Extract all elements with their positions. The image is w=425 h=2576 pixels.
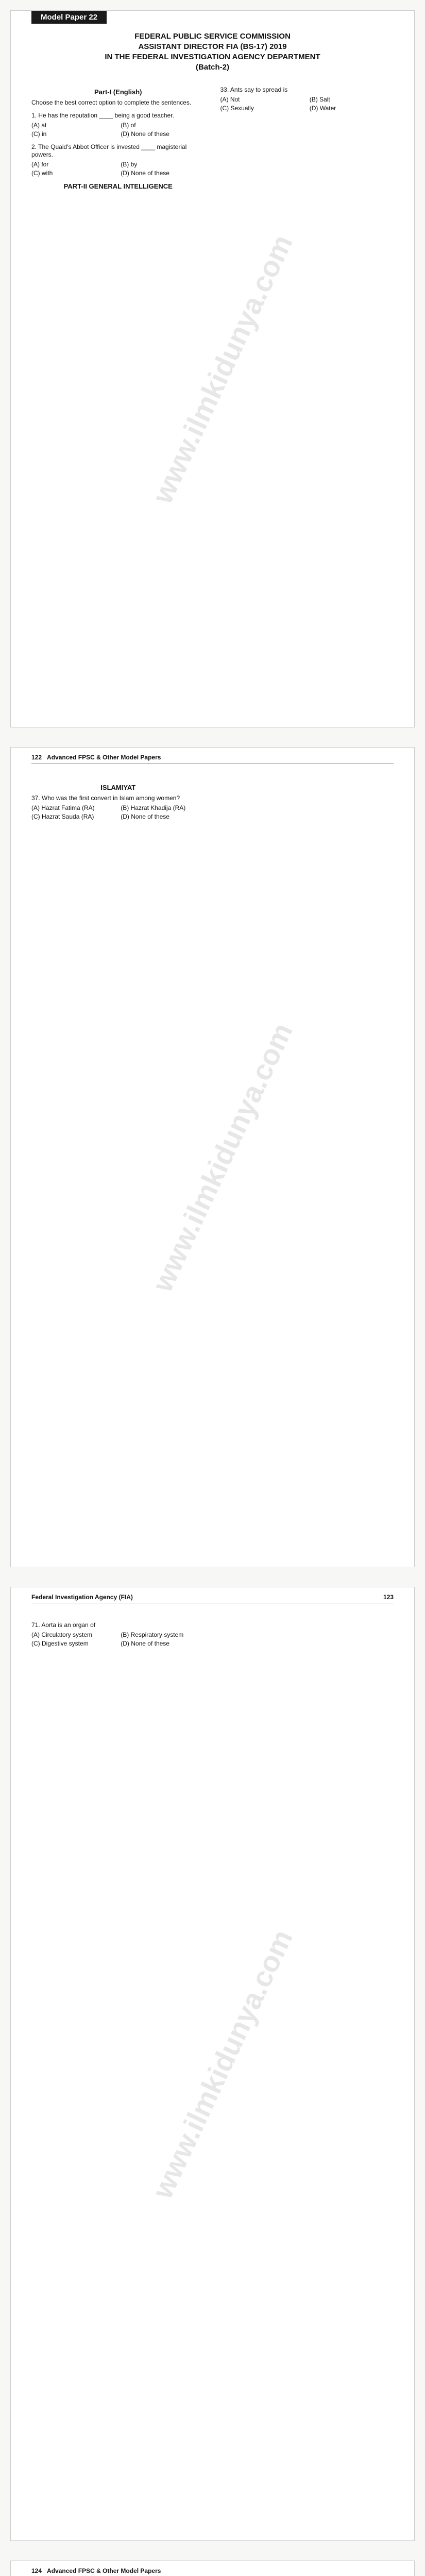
page-number: 124	[31, 2567, 42, 2574]
option-c: (C) with	[31, 170, 53, 177]
paper-header	[31, 31, 394, 73]
right-column	[220, 83, 394, 193]
header-line-1: FEDERAL PUBLIC SERVICE COMMISSION	[134, 32, 291, 41]
instruction: Choose the best correct option to complete the sentences.	[31, 99, 192, 106]
page-number: 123	[383, 1594, 394, 1601]
left-column	[31, 1618, 205, 1653]
option-b: (B) Hazrat Khadija (RA)	[121, 804, 186, 811]
option-a: (A) Hazrat Fatima (RA)	[31, 804, 95, 811]
option-c: (C) in	[31, 130, 47, 138]
columns	[31, 778, 394, 826]
option-d: (D) None of these	[121, 1640, 169, 1647]
question-text: 33. Ants say to spread is	[220, 86, 288, 93]
section-title: PART-II GENERAL INTELLIGENCE	[63, 182, 173, 190]
header-line-3: IN THE FEDERAL INVESTIGATION AGENCY DEPARTMENT	[105, 53, 320, 61]
question-2	[31, 143, 205, 177]
running-head	[31, 754, 394, 764]
question-33	[220, 86, 394, 112]
section-title: Part-I (English)	[94, 88, 142, 96]
question-1	[31, 112, 205, 138]
watermark: www.ilmkidunya.com	[145, 1018, 299, 1297]
option-c: (C) Hazrat Sauda (RA)	[31, 813, 94, 820]
running-title: Federal Investigation Agency (FIA)	[31, 1594, 133, 1601]
section-title: ISLAMIYAT	[100, 784, 136, 791]
question-text: 71. Aorta is an organ of	[31, 1621, 96, 1629]
option-b: (B) of	[121, 122, 136, 129]
page-124	[10, 2561, 415, 2576]
question-text: 1. He has the reputation ____ being a good teacher.	[31, 112, 174, 119]
running-title: Advanced FPSC & Other Model Papers	[47, 2567, 161, 2574]
option-a: (A) Circulatory system	[31, 1631, 93, 1638]
option-d: (D) None of these	[121, 130, 169, 138]
running-head	[31, 2567, 394, 2576]
question-37	[31, 794, 205, 821]
right-column	[220, 1618, 394, 1653]
watermark: www.ilmkidunya.com	[145, 1924, 299, 2204]
model-paper-badge: Model Paper 22	[31, 11, 107, 24]
page-123	[10, 1587, 415, 2541]
option-c: (C) Digestive system	[31, 1640, 89, 1647]
question-text: 2. The Quaid's Abbot Officer is invested ____ magisterial powers.	[31, 143, 187, 158]
running-title: Advanced FPSC & Other Model Papers	[47, 754, 161, 761]
option-a: (A) for	[31, 161, 49, 168]
right-column	[220, 778, 394, 826]
option-d: (D) None of these	[121, 813, 169, 820]
option-b: (B) Respiratory system	[121, 1631, 184, 1638]
option-d: (D) Water	[309, 105, 336, 112]
running-head	[31, 1594, 394, 1603]
option-d: (D) None of these	[121, 170, 169, 177]
left-column	[31, 83, 205, 193]
question-text: 37. Who was the first convert in Islam among women?	[31, 794, 180, 802]
header-line-2: ASSISTANT DIRECTOR FIA (BS-17) 2019	[138, 42, 287, 51]
option-b: (B) by	[121, 161, 138, 168]
page-122	[10, 747, 415, 1567]
option-a: (A) Not	[220, 96, 240, 103]
page-number: 122	[31, 754, 42, 761]
option-c: (C) Sexually	[220, 105, 254, 112]
header-line-4: (Batch-2)	[195, 63, 229, 72]
option-a: (A) at	[31, 122, 47, 129]
question-71	[31, 1621, 205, 1648]
option-b: (B) Salt	[309, 96, 330, 103]
columns	[31, 83, 394, 193]
watermark: www.ilmkidunya.com	[145, 229, 299, 509]
columns	[31, 1618, 394, 1653]
page-121	[10, 10, 415, 727]
left-column	[31, 778, 205, 826]
